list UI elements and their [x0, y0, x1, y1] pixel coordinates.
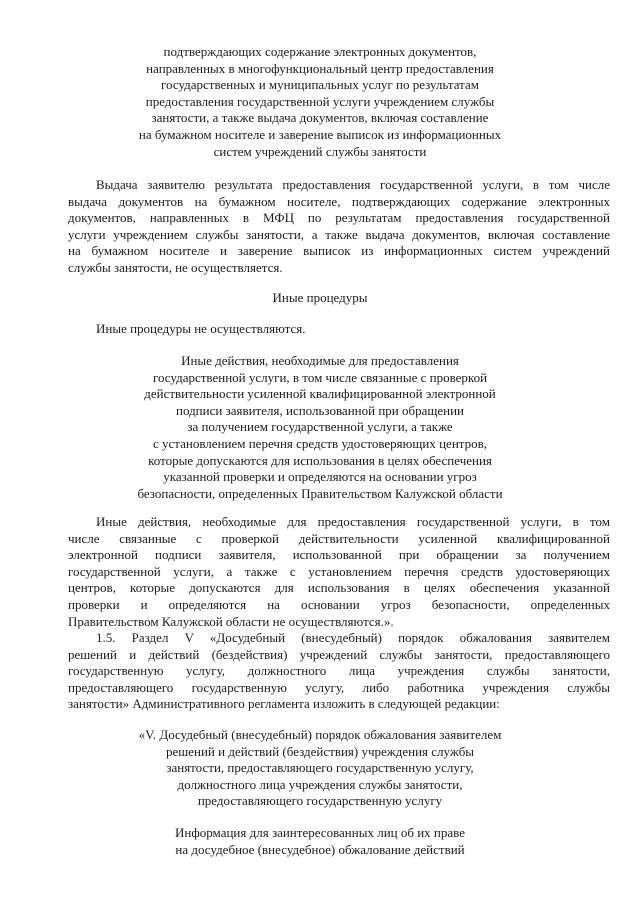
heading-line: решений и действий (бездействия) учреждения службы — [165, 743, 475, 759]
paragraph-line: предоставляющего государственную услугу, либо работника учреждения службы — [68, 679, 610, 695]
heading-line: занятости, а также выдача документов, включая составление — [151, 110, 489, 126]
heading-line: предоставления государственной услуги учреждением службы — [145, 93, 495, 109]
heading-line: на досудебное (внесудебное) обжалование действий — [175, 841, 465, 857]
heading-line: подписи заявителя, использованной при обращении — [175, 402, 465, 418]
heading-line: с установлением перечня средств удостоверяющих центров, — [152, 435, 487, 451]
heading-line: действительности усиленной квалифицированной электронной — [144, 386, 496, 402]
paragraph-clause-1-5 — [68, 630, 610, 713]
paragraph-other-procedures — [68, 321, 610, 338]
paragraph-line: Иные процедуры не осуществляются. — [96, 321, 306, 336]
heading-line: подтверждающих содержание электронных документов, — [163, 44, 477, 59]
paragraph-line: Выдача заявителю результата предоставления государственной услуги, в том числе — [96, 177, 610, 192]
heading-line: которые допускаются для использования в целях обеспечения — [148, 452, 492, 468]
heading-line: указанной проверки и определяются на основании угроз — [163, 469, 477, 485]
paragraph-other-actions — [68, 514, 610, 630]
paragraph-line: 1.5. Раздел V «Досудебный (внесудебный) порядок обжалования заявителем — [96, 630, 610, 645]
paragraph-line: государственную услугу, должностного лица учреждения службы занятости, — [68, 663, 610, 679]
paragraph-line: на бумажном носителе и заверение выписок из информационных систем учреждений — [68, 243, 610, 259]
paragraph-line: службы занятости, не осуществляется. — [68, 259, 283, 275]
paragraph-line: выдача документов на бумажном носителе, подтверждающих содержание электронных — [68, 193, 610, 209]
heading-line: систем учреждений службы занятости — [213, 143, 427, 159]
heading-line: должностного лица учреждения службы занятости, — [177, 776, 463, 792]
heading-line: на бумажном носителе и заверение выписок из информационных — [138, 126, 502, 142]
heading-line: безопасности, определенных Правительством Калужской области — [137, 485, 503, 501]
paragraph-line: решений и действий (бездействия) учреждений службы занятости, предоставляющего — [68, 646, 610, 662]
paragraph-line: Иные действия, необходимые для предоставления государственной услуги, в том — [96, 514, 610, 529]
paragraph-line: документов, направленных в МФЦ по результатам предоставления государственной — [68, 210, 610, 226]
heading-line: Иные действия, необходимые для предоставления — [181, 353, 459, 368]
section-heading-information — [60, 825, 580, 858]
heading-line: за получением государственной услуги, а также — [187, 419, 453, 435]
paragraph-line: проверки и определяются на основании угроз безопасности, определенных — [68, 596, 610, 612]
section-heading-v — [60, 727, 580, 810]
paragraph-line: занятости» Административного регламента изложить в следующей редакции: — [68, 696, 500, 712]
section-heading-other-procedures — [60, 290, 580, 307]
paragraph-line: государственной услуги, а также с установлением перечня средств удостоверяющих — [68, 563, 610, 579]
heading-line: «V. Досудебный (внесудебный) порядок обжалования заявителем — [138, 727, 502, 742]
section-heading-other-actions — [60, 353, 580, 502]
heading-line: направленных в многофункциональный центр предоставления — [146, 60, 494, 76]
paragraph-issuance — [68, 177, 610, 277]
paragraph-line: Правительством Калужской области не осуществляются.». — [68, 613, 394, 629]
heading-line: государственных и муниципальных услуг по результатам — [161, 77, 479, 93]
paragraph-line: электронной подписи заявителя, использованной при обращении за получением — [68, 547, 610, 563]
paragraph-line: услуги учреждением службы занятости, а также выдача документов, включая составление — [68, 226, 610, 242]
heading-line: предоставляющего государственную услугу — [197, 793, 443, 809]
paragraph-line: центров, которые допускаются для использования в целях обеспечения указанной — [68, 580, 610, 596]
heading-line: занятости, предоставляющего государственную услугу, — [166, 760, 474, 776]
heading-line: Иные процедуры — [272, 290, 368, 305]
paragraph-line: числе связанные с проверкой действительности усиленной квалифицированной — [68, 530, 610, 546]
section-heading-issuance — [60, 44, 580, 160]
heading-line: Информация для заинтересованных лиц об их праве — [174, 825, 465, 840]
heading-line: государственной услуги, в том числе связанные с проверкой — [152, 369, 488, 385]
